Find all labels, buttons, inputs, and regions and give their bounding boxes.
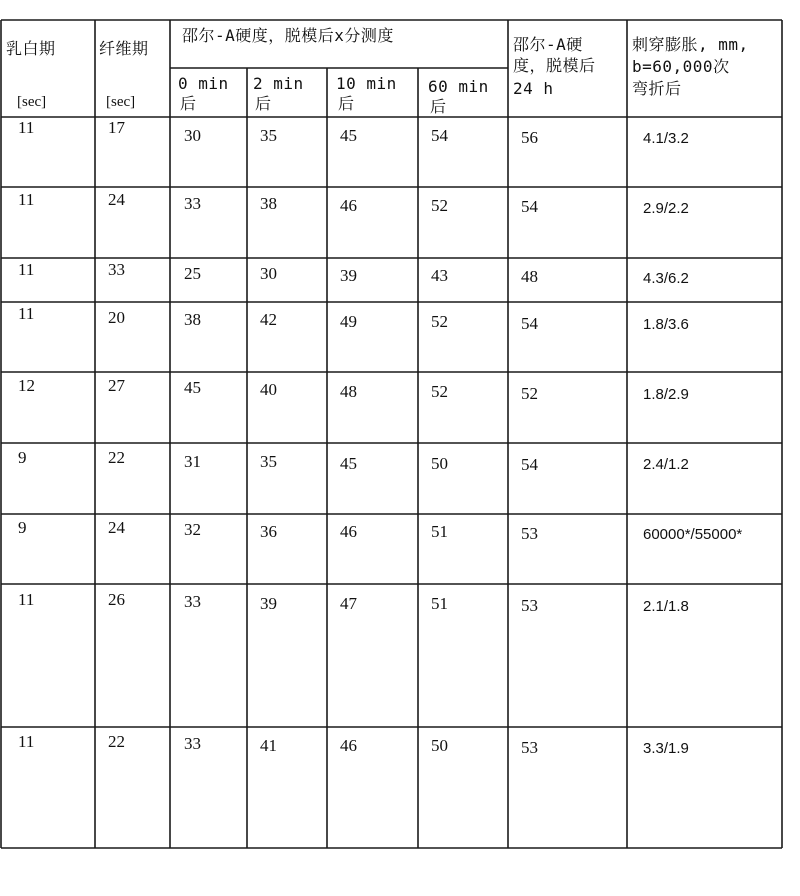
header-shore-60-line1: 60 min — [428, 77, 489, 96]
table-cell-shore-2: 41 — [260, 736, 277, 755]
table-cell-fiber: 33 — [108, 260, 125, 279]
header-fiber-stage: 纤维期 — [99, 39, 149, 58]
header-shore24-line3: 24 h — [513, 79, 554, 98]
table-cell-shore-10: 49 — [340, 312, 357, 331]
header-shore-2-line2: 后 — [255, 94, 272, 113]
table-cell-shore-24h: 53 — [521, 738, 538, 757]
table-cell-milk: 11 — [18, 118, 35, 137]
table-cell-puncture: 2.1/1.8 — [643, 598, 689, 615]
table-cell-shore-60: 52 — [431, 382, 448, 401]
table-cell-shore-60: 50 — [431, 736, 448, 755]
table-cell-puncture: 1.8/2.9 — [643, 386, 689, 403]
table-cell-puncture: 2.9/2.2 — [643, 200, 689, 217]
table-cell-shore-0: 31 — [184, 452, 201, 471]
table-cell-shore-2: 42 — [260, 310, 277, 329]
table-cell-shore-24h: 48 — [521, 267, 538, 286]
table-cell-shore-0: 45 — [184, 378, 201, 397]
header-milk-unit: [sec] — [17, 94, 47, 110]
table-cell-shore-10: 45 — [340, 126, 357, 145]
table-cell-shore-10: 48 — [340, 382, 357, 401]
table-cell-shore-2: 35 — [260, 126, 277, 145]
table-cell-fiber: 26 — [108, 590, 125, 609]
header-puncture-line1: 刺穿膨胀, mm, — [632, 35, 749, 54]
table-cell-shore-0: 25 — [184, 264, 201, 283]
header-shore-10-line2: 后 — [338, 94, 355, 113]
table-cell-puncture: 2.4/1.2 — [643, 456, 689, 473]
table-cell-shore-60: 51 — [431, 522, 448, 541]
table-cell-milk: 11 — [18, 732, 35, 751]
table-cell-shore-2: 38 — [260, 194, 277, 213]
table-cell-shore-10: 46 — [340, 522, 357, 541]
table-cell-puncture: 1.8/3.6 — [643, 316, 689, 333]
table-cell-shore-60: 43 — [431, 266, 448, 285]
table-cell-fiber: 27 — [108, 376, 125, 395]
header-shore-10-line1: 10 min — [336, 74, 397, 93]
table-cell-shore-24h: 54 — [521, 314, 538, 333]
table-cell-fiber: 24 — [108, 190, 125, 209]
table-cell-shore-60: 51 — [431, 594, 448, 613]
table-cell-puncture: 4.3/6.2 — [643, 270, 689, 287]
table-cell-fiber: 22 — [108, 448, 125, 467]
table-cell-shore-60: 52 — [431, 312, 448, 331]
header-shore24-line1: 邵尔-A硬 — [513, 35, 583, 54]
table-cell-shore-60: 54 — [431, 126, 448, 145]
table-cell-fiber: 24 — [108, 518, 125, 537]
header-fiber-unit: [sec] — [106, 94, 136, 110]
table-cell-shore-24h: 54 — [521, 197, 538, 216]
header-shore-0-line2: 后 — [180, 94, 197, 113]
table-cell-shore-2: 30 — [260, 264, 277, 283]
table-cell-shore-10: 47 — [340, 594, 357, 613]
table-cell-milk: 11 — [18, 190, 35, 209]
table-cell-shore-0: 33 — [184, 194, 201, 213]
header-milk-stage: 乳白期 — [6, 39, 56, 58]
table-cell-fiber: 17 — [108, 118, 125, 137]
table-cell-shore-24h: 53 — [521, 596, 538, 615]
table-cell-milk: 12 — [18, 376, 35, 395]
table-cell-milk: 9 — [18, 448, 27, 467]
table-cell-shore-0: 30 — [184, 126, 201, 145]
header-puncture-line2: b=60,000次 — [632, 57, 730, 76]
table-cell-shore-10: 46 — [340, 196, 357, 215]
header-shore-2-line1: 2 min — [253, 74, 304, 93]
table-cell-shore-24h: 52 — [521, 384, 538, 403]
table-cell-shore-24h: 56 — [521, 128, 538, 147]
table-cell-shore-2: 40 — [260, 380, 277, 399]
table-cell-milk: 9 — [18, 518, 27, 537]
table-cell-fiber: 22 — [108, 732, 125, 751]
table-cell-puncture: 4.1/3.2 — [643, 130, 689, 147]
table-cell-shore-2: 35 — [260, 452, 277, 471]
header-shore24-line2: 度，脱模后 — [513, 56, 596, 75]
table-cell-milk: 11 — [18, 590, 35, 609]
table-cell-puncture: 60000*/55000* — [643, 526, 743, 543]
table-cell-puncture: 3.3/1.9 — [643, 740, 689, 757]
table-cell-shore-10: 45 — [340, 454, 357, 473]
header-shore-60-line2: 后 — [430, 97, 447, 116]
table-cell-shore-10: 39 — [340, 266, 357, 285]
table-cell-milk: 11 — [18, 304, 35, 323]
table-cell-shore-0: 32 — [184, 520, 201, 539]
table-cell-shore-24h: 53 — [521, 524, 538, 543]
header-shore-group: 邵尔-A硬度，脱模后x分测度 — [182, 26, 394, 45]
table-cell-shore-24h: 54 — [521, 455, 538, 474]
table-cell-shore-0: 38 — [184, 310, 201, 329]
table-cell-shore-0: 33 — [184, 592, 201, 611]
table-cell-fiber: 20 — [108, 308, 125, 327]
table-cell-shore-2: 39 — [260, 594, 277, 613]
header-puncture-line3: 弯折后 — [632, 79, 682, 98]
table-cell-shore-0: 33 — [184, 734, 201, 753]
header-shore-0-line1: 0 min — [178, 74, 229, 93]
table-cell-milk: 11 — [18, 260, 35, 279]
table-cell-shore-10: 46 — [340, 736, 357, 755]
table-cell-shore-60: 50 — [431, 454, 448, 473]
table-cell-shore-60: 52 — [431, 196, 448, 215]
table-cell-shore-2: 36 — [260, 522, 277, 541]
